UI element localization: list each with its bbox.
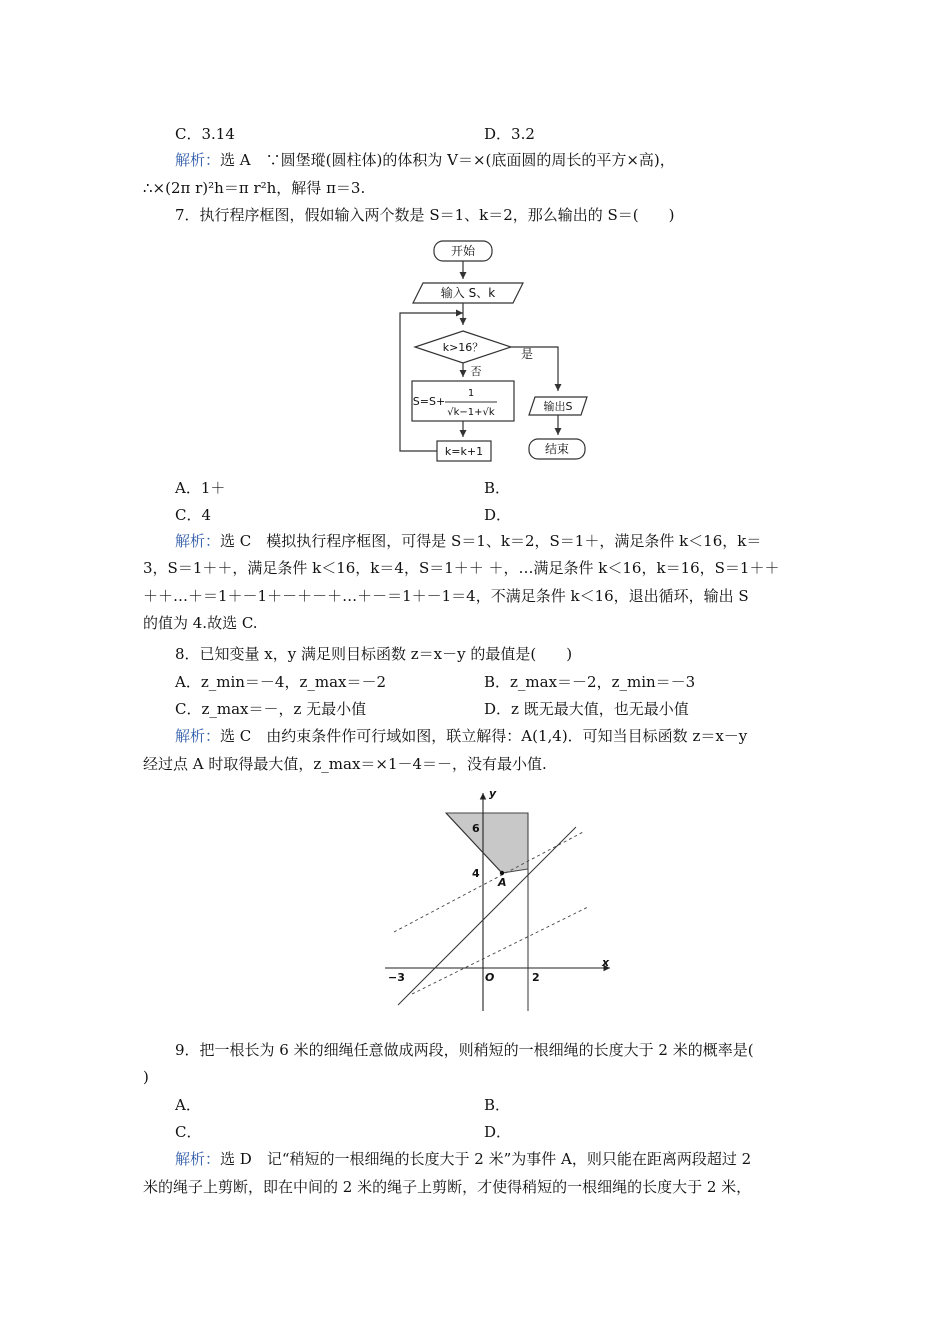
q8-option-b: B．z_max＝－2，z_min＝－3 bbox=[484, 673, 696, 691]
solution-label: 解析： bbox=[175, 151, 221, 169]
solution-text: 模拟执行程序框图，可得是 S＝1、k＝2，S＝1＋，满足条件 k＜16，k＝ bbox=[266, 532, 762, 550]
objective-line-lower bbox=[412, 907, 588, 994]
solution-label: 解析： bbox=[175, 727, 221, 745]
flow-yes-arrow bbox=[511, 347, 558, 391]
q9-option-c: C． bbox=[175, 1123, 202, 1141]
point-a bbox=[500, 871, 504, 875]
graph-x-label: x bbox=[602, 956, 610, 969]
solution-text: 记“稍短的一根细绳的长度大于 2 米”为事件 A，则只能在距离两段超过 2 bbox=[266, 1150, 752, 1168]
q7-solution-line-1 bbox=[175, 531, 761, 551]
q8-solution-line-2: 经过点 A 时取得最大值，z_max＝×1－4＝－，没有最小值. bbox=[143, 755, 547, 773]
q6-solution-line-2: ∴×(2π r)²h＝π r²h，解得 π＝3. bbox=[143, 179, 366, 197]
q7-option-a: A．1＋ bbox=[175, 479, 226, 497]
q9-option-a: A． bbox=[175, 1096, 201, 1114]
q7-solution-line-3: ＋＋…＋＝1＋－1＋－＋－＋…＋－＝1＋－1＝4，不满足条件 k＜16，退出循环，输出 S bbox=[143, 587, 749, 605]
q7-option-c: C．4 bbox=[175, 506, 212, 524]
flow-start-text: 开始 bbox=[450, 244, 476, 258]
q8-option-d: D．z 既无最大值，也无最小值 bbox=[484, 700, 689, 718]
flow-condition-text: k>16？ bbox=[442, 341, 484, 354]
q8-feasible-region-graph bbox=[380, 785, 620, 1020]
q9-solution-line-2: 米的绳子上剪断，即在中间的 2 米的绳子上剪断，才使得稍短的一根细绳的长度大于 2 米， bbox=[143, 1178, 752, 1196]
feasible-region bbox=[446, 813, 528, 873]
q9-stem-line-1: 9．把一根长为 6 米的细绳任意做成两段，则稍短的一根细绳的长度大于 2 米的概率是( bbox=[175, 1041, 754, 1059]
q9-option-d: D． bbox=[484, 1123, 512, 1141]
solution-text: 由约束条件作可行域如图，联立解得：A(1,4)．可知当目标函数 z＝x－y bbox=[266, 727, 748, 745]
flow-yes-label: 是 bbox=[520, 347, 534, 361]
solution-pick: 选 C bbox=[220, 727, 252, 745]
q9-solution-line-1 bbox=[175, 1149, 751, 1169]
q7-flowchart bbox=[385, 235, 625, 467]
flow-output-text: 输出S bbox=[543, 400, 573, 413]
flow-assign-numerator: 1 bbox=[467, 388, 475, 399]
flow-end-text: 结束 bbox=[544, 442, 570, 456]
solution-pick: 选 C bbox=[220, 532, 252, 550]
tick-x-neg3: −3 bbox=[388, 971, 405, 984]
solution-label: 解析： bbox=[175, 1150, 221, 1168]
flow-input-text: 输入 S、k bbox=[440, 286, 496, 300]
q8-stem: 8．已知变量 x，y 满足则目标函数 z＝x－y 的最值是( ) bbox=[175, 645, 573, 663]
q6-solution-line-1 bbox=[175, 150, 675, 170]
q7-option-b: B． bbox=[484, 479, 511, 497]
graph-origin-label: O bbox=[485, 971, 495, 984]
solution-pick: 选 A bbox=[220, 151, 251, 169]
graph-y-label: y bbox=[489, 787, 497, 800]
tick-x-2: 2 bbox=[532, 971, 540, 984]
q8-option-c: C．z_max＝－，z 无最小值 bbox=[175, 700, 367, 718]
solution-text: ∵圆堡瑽(圆柱体)的体积为 V＝×(底面圆的周长的平方×高)， bbox=[265, 151, 675, 169]
graph-point-a-label: A bbox=[498, 876, 507, 889]
flow-no-label: 否 bbox=[470, 365, 482, 378]
solution-label: 解析： bbox=[175, 532, 221, 550]
q9-option-b: B． bbox=[484, 1096, 511, 1114]
q8-solution-line-1 bbox=[175, 726, 747, 746]
solution-pick: 选 D bbox=[220, 1150, 252, 1168]
q7-solution-line-4: 的值为 4.故选 C. bbox=[143, 614, 258, 632]
tick-y-4: 4 bbox=[472, 867, 480, 880]
q9-stem-line-2: ) bbox=[143, 1068, 149, 1086]
tick-y-6: 6 bbox=[472, 822, 480, 835]
q6-option-c: C．3.14 bbox=[175, 125, 235, 143]
q6-option-d: D．3.2 bbox=[484, 125, 535, 143]
flow-assign-denominator: √k−1+√k bbox=[447, 407, 495, 418]
flow-assign-lhs: S=S+ bbox=[412, 395, 446, 408]
flow-increment-text: k=k+1 bbox=[444, 445, 484, 458]
q8-option-a: A．z_min＝－4，z_max＝－2 bbox=[175, 673, 387, 691]
q7-option-d: D． bbox=[484, 506, 512, 524]
q7-solution-line-2: 3，S＝1＋＋，满足条件 k＜16，k＝4，S＝1＋＋ ＋，…满足条件 k＜16，k＝16，S＝1＋＋ bbox=[143, 559, 780, 577]
q7-stem: 7．执行程序框图，假如输入两个数是 S＝1、k＝2，那么输出的 S＝( ) bbox=[175, 206, 675, 224]
